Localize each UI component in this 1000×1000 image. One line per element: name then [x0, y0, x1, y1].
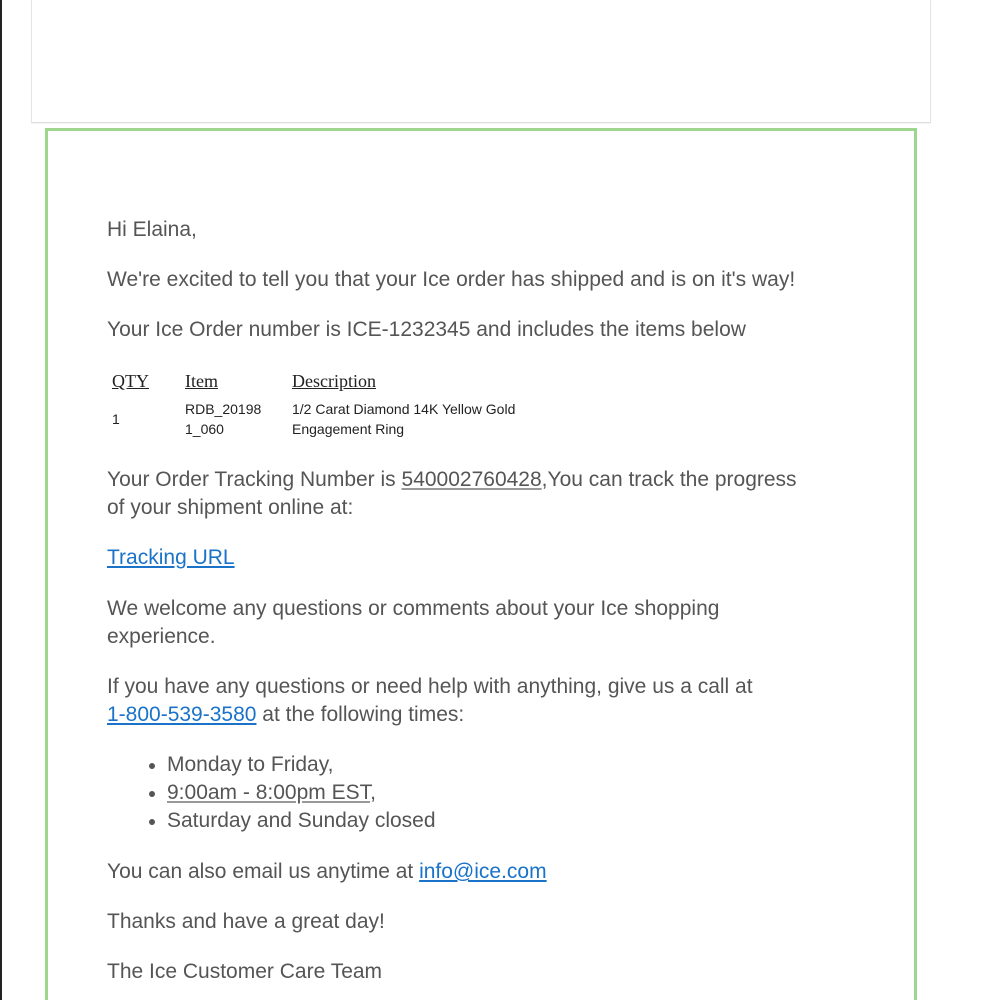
tracking-url-link[interactable]: Tracking URL — [107, 546, 235, 569]
email-card — [45, 128, 917, 1000]
email-link[interactable]: info@ice.com — [419, 860, 547, 883]
help-line1: If you have any questions or need help with anything, give us a call at — [107, 675, 753, 698]
order-items-table — [107, 367, 552, 439]
qty-header: QTY — [112, 371, 149, 391]
hours-time[interactable]: 9:00am - 8:00pm EST — [167, 781, 371, 804]
header-panel — [31, 0, 931, 123]
hours-weekdays: Monday to Friday, — [167, 753, 334, 776]
description-cell — [287, 399, 552, 439]
help-line2-suffix: at the following times: — [256, 703, 465, 726]
item-code-line1: RDB_20198 — [185, 401, 262, 417]
shipped-message: We're excited to tell you that your Ice order has shipped and is on it's way! — [107, 268, 796, 291]
order-number-line: Your Ice Order number is ICE-1232345 and includes the items below — [107, 318, 746, 341]
description-line2: Engagement Ring — [292, 421, 405, 437]
support-hours-list — [107, 751, 436, 835]
tracking-url-paragraph — [107, 544, 235, 572]
tracking-line2: of your shipment online at: — [107, 496, 354, 519]
list-item — [167, 807, 436, 835]
tracking-suffix: ,You can track the progress — [541, 468, 797, 491]
help-line2 — [107, 701, 464, 729]
item-cell — [180, 399, 287, 439]
signature: The Ice Customer Care Team — [107, 960, 383, 983]
email-prefix: You can also email us anytime at — [107, 860, 420, 883]
email-contact-line — [107, 858, 547, 886]
table-row — [107, 399, 552, 439]
table-header-row — [107, 367, 552, 399]
phone-link[interactable]: 1-800-539-3580 — [107, 703, 257, 726]
item-header: Item — [185, 371, 218, 391]
description-header: Description — [292, 371, 376, 391]
thanks-line: Thanks and have a great day! — [107, 910, 385, 933]
qty-cell: 1 — [112, 411, 120, 427]
tracking-number[interactable]: 540002760428 — [401, 468, 542, 491]
tracking-prefix: Your Order Tracking Number is — [107, 468, 402, 491]
greeting: Hi Elaina, — [107, 218, 197, 241]
hours-time-comma: , — [370, 781, 376, 804]
item-code-line2: 1_060 — [185, 421, 224, 437]
welcome-line1: We welcome any questions or comments about your Ice shopping — [107, 597, 720, 620]
window-left-edge — [0, 0, 2, 1000]
hours-weekend: Saturday and Sunday closed — [167, 809, 436, 832]
list-item — [167, 779, 436, 807]
description-line1: 1/2 Carat Diamond 14K Yellow Gold — [292, 401, 516, 417]
welcome-line2: experience. — [107, 625, 216, 648]
list-item — [167, 751, 436, 779]
tracking-line — [107, 466, 797, 494]
